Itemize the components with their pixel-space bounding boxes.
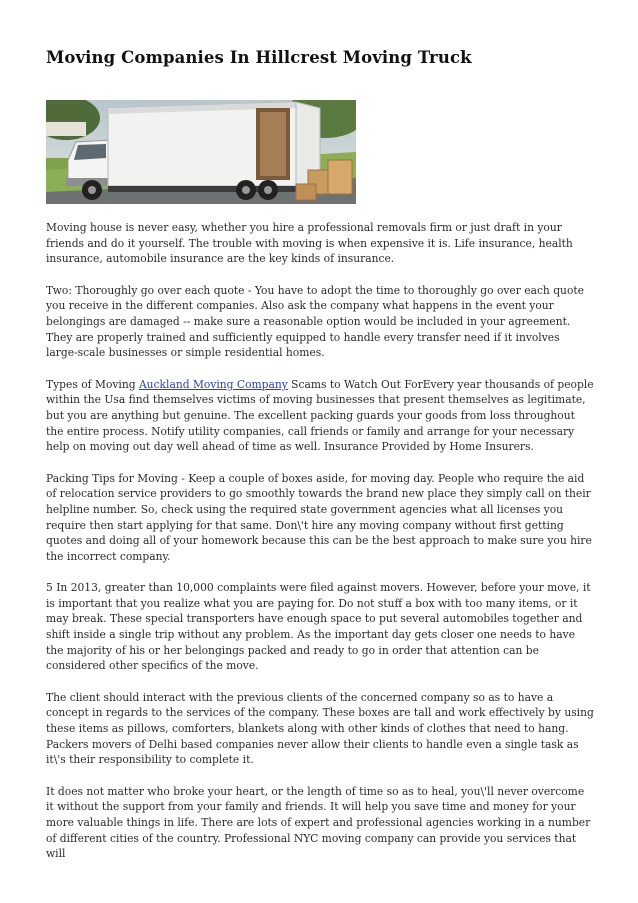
paragraph-text: Scams to Watch Out ForEvery year thousands of people within the Usa find themselves victims of moving businesses that present themselves as legitimate, but you are anything but genuine. The excellent packing guards your goods from loss throughout the entire process. Notify utility companies, call friends or family and arrange for your necessary help on moving out day well ahead of time as well. Insurance Provided by Home Insurers. [46,377,594,454]
paragraph: Packing Tips for Moving - Keep a couple of boxes aside, for moving day. People who require the aid of relocation service providers to go smoothly towards the brand new place they simply call on their helpline number. So, check using the required state government agencies what all licenses you require then start applying for that same. Don\'t hire any moving company without first getting quotes and doing all of your homework because this can be the best approach to make sure you hire the incorrect company. [46,471,592,563]
page-title: Moving Companies In Hillcrest Moving Truck [46,48,472,67]
paragraph: Two: Thoroughly go over each quote - You have to adopt the time to thoroughly go over each quote you receive in the different companies. Also ask the company what happens in the event your belongings are damaged -- make sure a reasonable option would be included in your agreement. They are properly trained and sufficiently equipped to handle every transfer need if it involves large-scale businesses or simple residential homes. [46,283,584,360]
moving-truck-photo [46,100,356,204]
paragraph [46,377,594,455]
paragraph: It does not matter who broke your heart, or the length of time so as to heal, you\'ll never overcome it without the support from your family and friends. It will help you save time and money for your more valuable things in life. There are lots of expert and professional agencies working in a number of different cities of the country. Professional NYC moving company can provide you services that will [46,784,591,861]
auckland-moving-company-link[interactable]: Auckland Moving Company [138,377,288,391]
paragraph: The client should interact with the previous clients of the concerned company so as to have a concept in regards to the services of the company. These boxes are tall and work effectively by using these items as pillows, comforters, blankets along with other kinds of clothes that need to hang. Packers movers of Delhi based companies never allow their clients to handle even a single task as it\'s their responsibility to complete it. [46,690,594,767]
article-body [46,220,594,878]
paragraph: Moving house is never easy, whether you hire a professional removals firm or just draft in your friends and do it yourself. The trouble with moving is when expensive it is. Life insurance, health insurance, automobile insurance are the key kinds of insurance. [46,221,573,266]
paragraph-text: Types of Moving [46,377,139,391]
paragraph: 5 In 2013, greater than 10,000 complaints were filed against movers. However, before your move, it is important that you realize what you are paying for. Do not stuff a box with too many items, or it may break. These special transporters have enough space to put several automobiles together and shift inside a single trip without any problem. As the important day gets closer one needs to have the majority of his or her belongings packed and ready to go in order that attention can be considered other specifics of the move. [46,581,591,673]
